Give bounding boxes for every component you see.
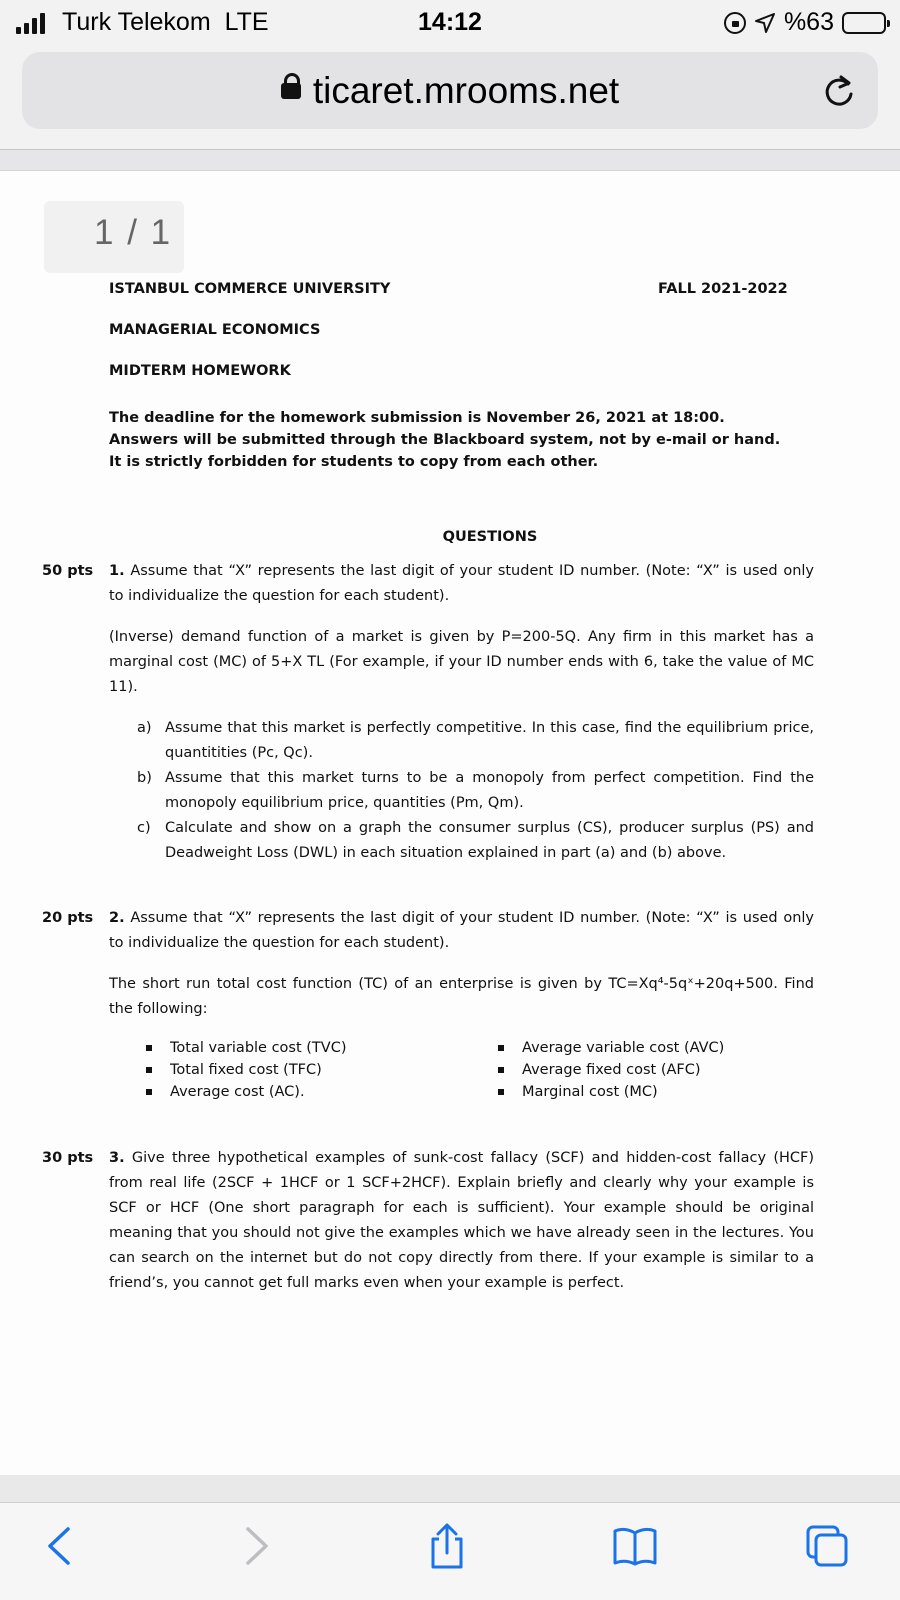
status-time: 14:12 [418, 8, 482, 36]
list-item [498, 1081, 806, 1103]
pdf-page[interactable] [0, 170, 900, 1475]
notice-deadline: The deadline for the homework submission is November 26, 2021 at 18:00. [109, 410, 725, 426]
bullet-text: Marginal cost (MC) [522, 1084, 658, 1100]
q1-intro-text: Assume that “X” represents the last digit of your student ID number. (Note: “X” is used only to individualize the question for each student). [109, 563, 815, 604]
q1-parts [137, 716, 814, 866]
part-label: b) [137, 770, 152, 786]
q1-body: (Inverse) demand function of a market is given by P=200-5Q. Any firm in this market has a marginal cost (MC) of 5+X TL (For example, if your ID number ends with 6, take the value of MC 11). [109, 629, 814, 695]
q3-number: 3. [109, 1150, 125, 1166]
browser-toolbar [0, 1502, 900, 1600]
bullet-icon [498, 1045, 504, 1051]
university-name: ISTANBUL COMMERCE UNIVERSITY [109, 281, 391, 297]
bullet-icon [498, 1089, 504, 1095]
bullet-icon [146, 1045, 152, 1051]
q3-points: 30 pts [42, 1150, 94, 1166]
part-text: Assume that this market turns to be a monopoly from perfect competition. Find the monopoly equilibrium price, quantities (Pm, Qm). [165, 770, 814, 811]
course-title: MANAGERIAL ECONOMICS [109, 322, 321, 338]
q2-number: 2. [109, 910, 125, 926]
battery-icon [842, 12, 886, 34]
q2-intro [109, 906, 814, 956]
bullet-icon [146, 1067, 152, 1073]
padlock-icon [281, 83, 301, 99]
q1-number: 1. [109, 563, 125, 579]
address-bar[interactable] [22, 52, 878, 129]
bullet-text: Average cost (AC). [170, 1084, 305, 1100]
list-item [498, 1037, 806, 1059]
back-icon[interactable] [38, 1523, 84, 1569]
part-text: Calculate and show on a graph the consumer surplus (CS), producer surplus (PS) and Deadweight Loss (DWL) in each situation explained in part (a) and (b) above. [165, 820, 814, 861]
notice-copying: It is strictly forbidden for students to copy from each other. [109, 454, 599, 470]
q1-part-c [137, 816, 814, 866]
q2-body: The short run total cost function (TC) of an enterprise is given by TC=Xq⁴-5qˣ+20q+500. Find the following: [109, 976, 814, 1017]
bullet-text: Total fixed cost (TFC) [170, 1062, 322, 1078]
carrier-name: Turk Telekom [62, 8, 211, 36]
bullet-text: Average variable cost (AVC) [522, 1040, 725, 1056]
term-label: FALL 2021-2022 [658, 281, 788, 297]
bullet-icon [498, 1067, 504, 1073]
browser-top-bar [0, 46, 900, 150]
bullet-text: Total variable cost (TVC) [170, 1040, 347, 1056]
bullet-text: Average fixed cost (AFC) [522, 1062, 701, 1078]
q1-part-a [137, 716, 814, 766]
q2-points: 20 pts [42, 910, 94, 926]
share-icon[interactable] [424, 1523, 470, 1569]
location-arrow-icon [754, 12, 776, 34]
bookmarks-icon[interactable] [612, 1523, 658, 1569]
forward-icon[interactable] [232, 1523, 278, 1569]
assignment-title: MIDTERM HOMEWORK [109, 363, 291, 379]
list-item [498, 1059, 806, 1081]
battery-percent: %63 [783, 8, 834, 36]
network-type: LTE [224, 8, 269, 36]
list-item [146, 1037, 498, 1059]
page-indicator: 1 / 1 [44, 201, 184, 273]
bullet-icon [146, 1089, 152, 1095]
q1-intro [109, 559, 814, 609]
notices [109, 407, 780, 473]
orientation-lock-icon [724, 12, 746, 34]
q2-intro-text: Assume that “X” represents the last digit of your student ID number. (Note: “X” is used only to individualize the question for each student). [109, 910, 815, 951]
list-item [146, 1059, 498, 1081]
list-item [146, 1081, 498, 1103]
page-gap [0, 150, 900, 170]
tabs-icon[interactable] [804, 1523, 850, 1569]
status-indicators [724, 8, 886, 37]
part-label: c) [137, 820, 151, 836]
reload-icon[interactable] [820, 72, 858, 110]
notice-submission: Answers will be submitted through the Blackboard system, not by e-mail or hand. [109, 432, 781, 448]
q2-bullets [146, 1037, 806, 1103]
q3-text [109, 1146, 814, 1296]
questions-heading: QUESTIONS [442, 529, 538, 545]
q1-part-b [137, 766, 814, 816]
url-text: ticaret.mrooms.net [312, 70, 620, 111]
q3-body: Give three hypothetical examples of sunk-cost fallacy (SCF) and hidden-cost fallacy (HCF) from real life (2SCF + 1HCF or 1 SCF+2HCF). Explain briefly and clearly why your example is SCF or HCF (One short paragraph for each is sufficient). Your example should be original meaning that you should not give the examples which we have already seen in the lectures. You can search on the internet but do not copy directly from there. If your example is similar to a friend’s, you cannot get full marks even when your example is perfect. [109, 1150, 814, 1291]
q1-points: 50 pts [42, 563, 94, 579]
status-bar [0, 0, 900, 46]
part-label: a) [137, 720, 152, 736]
part-text: Assume that this market is perfectly competitive. In this case, find the equilibrium price, quantitities (Pc, Qc). [165, 720, 814, 761]
url-display[interactable] [22, 70, 878, 112]
